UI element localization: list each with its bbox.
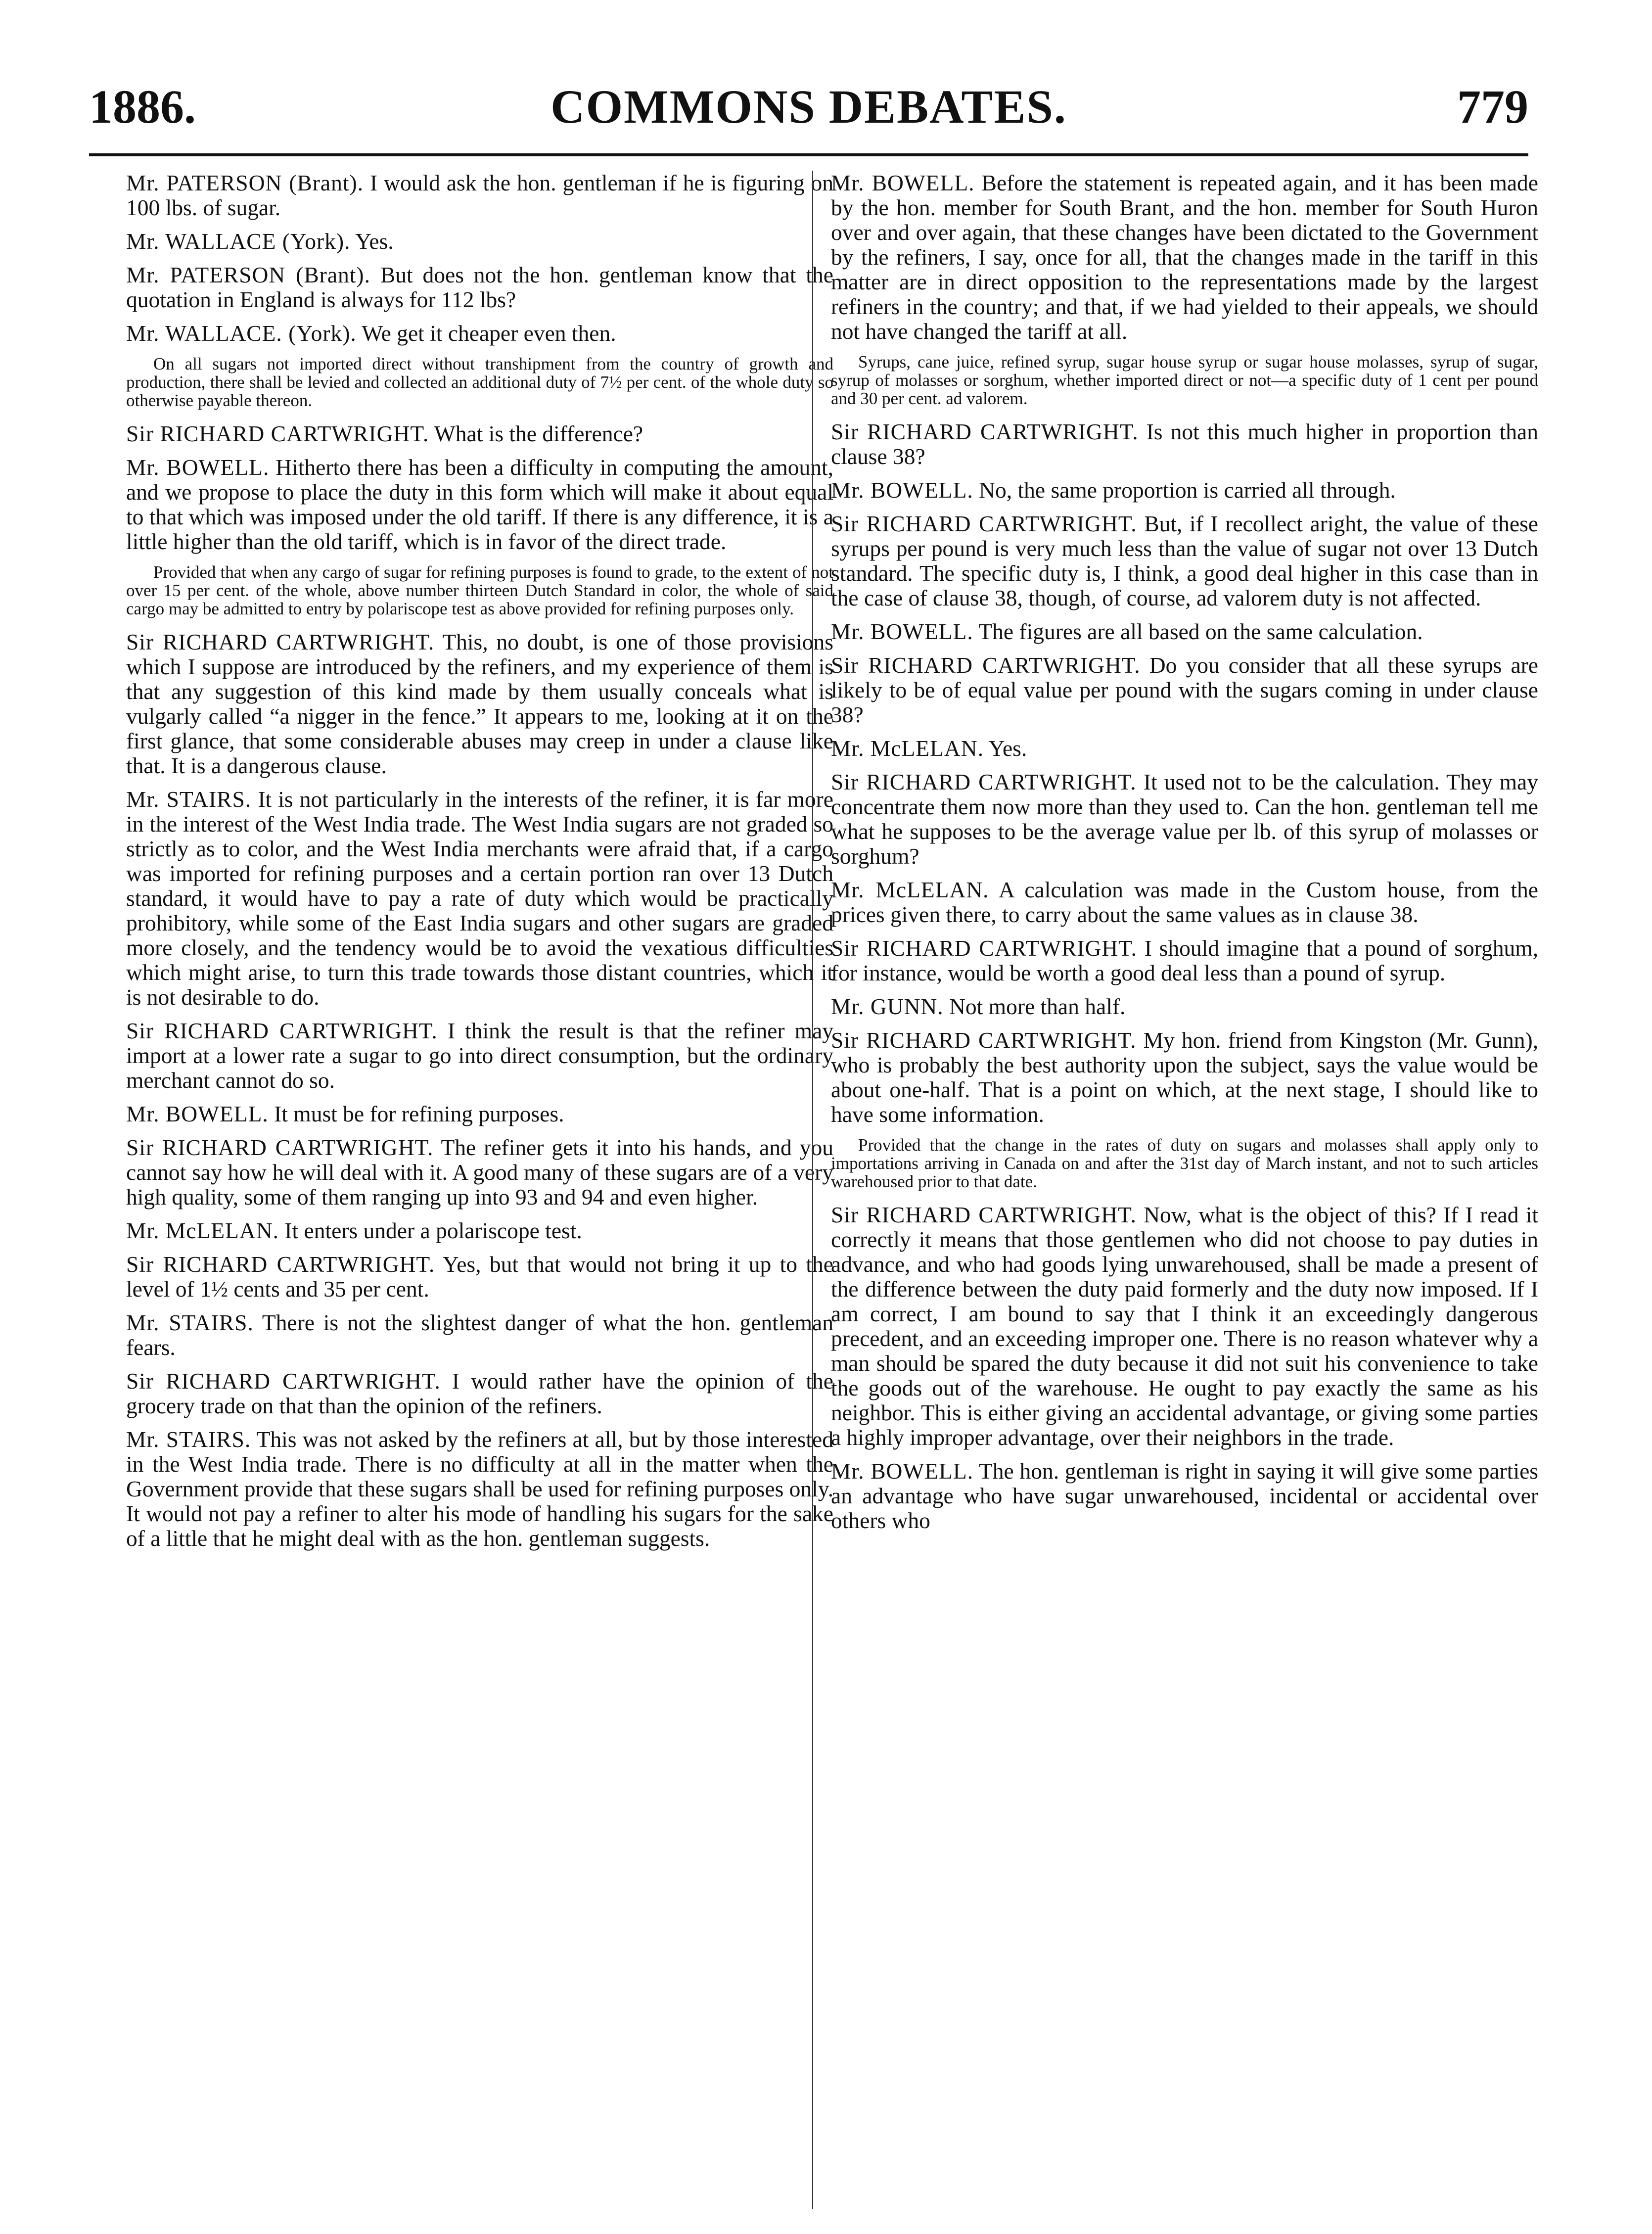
speech-paragraph bbox=[126, 1252, 833, 1302]
speaker-name: Sir RICHARD CARTWRIGHT. bbox=[126, 1368, 441, 1394]
speaker-name: Sir RICHARD CARTWRIGHT. bbox=[831, 1027, 1137, 1053]
speaker-name: Mr. WALLACE (York). bbox=[126, 229, 351, 254]
speech-text: But, if I recollect aright, the value of these syrups per pound is very much less than the value of sugar not over 13 Dutch standard. The specific duty is, I think, a good deal higher in this case than in the case of clause 38, though, of course, ad valorem duty is not affected. bbox=[831, 511, 1538, 610]
speech-paragraph bbox=[126, 321, 833, 346]
speaker-name: Sir RICHARD CARTWRIGHT. bbox=[126, 421, 429, 446]
motion-text: Syrups, cane juice, refined syrup, sugar house syrup or sugar house molasses, syrup of sugar, syrup of molasses or sorghum, whether imported direct or not—a specific duty of 1 cent per pound and 30 per cent. ad valorem. bbox=[831, 352, 1538, 408]
speech-paragraph bbox=[126, 1019, 833, 1093]
header-rule bbox=[89, 153, 1528, 156]
header-title: COMMONS DEBATES. bbox=[551, 80, 1067, 133]
speech-text: I would ask the hon. gentleman if he is figuring on 100 lbs. of sugar. bbox=[126, 170, 834, 220]
header-page-number: 779 bbox=[1457, 80, 1528, 133]
speech-paragraph bbox=[126, 1369, 833, 1418]
column-divider bbox=[812, 171, 813, 2209]
speaker-name: Mr. STAIRS. bbox=[126, 1427, 251, 1452]
speaker-name: Mr. GUNN. bbox=[831, 994, 944, 1019]
speech-text: Now, what is the object of this? If I read it correctly it means that those gentlemen who did not choose to pay duties in advance, and who had goods lying unwarehoused, shall be made a present of the difference between the duty paid formerly and the duty now imposed. If I am correct, I am bound to say that I think it an exceedingly dangerous precedent, and an exceeding improper one. There is no reason whatever why a man should be spared the duty because it did not suit his convenience to take the goods out of the warehouse. He ought to pay exactly the same as his neighbor. This is either giving an accidental advantage, or giving some parties a highly improper advantage, over their neighbors in the trade. bbox=[831, 1202, 1538, 1450]
speaker-name: Sir RICHARD CARTWRIGHT. bbox=[126, 1018, 438, 1043]
speaker-name: Sir RICHARD CARTWRIGHT. bbox=[126, 1252, 435, 1277]
right-column bbox=[831, 171, 1538, 1542]
speech-paragraph bbox=[126, 787, 833, 1010]
speech-text: A calculation was made in the Custom house, from the prices given there, to carry about the same values as in clause 38. bbox=[831, 877, 1538, 927]
speech-paragraph bbox=[126, 455, 833, 554]
speech-text: Do you consider that all these syrups are likely to be of equal value per pound with the sugars coming in under clause 38? bbox=[831, 652, 1538, 727]
speaker-name: Mr. BOWELL. bbox=[831, 170, 975, 195]
motion-text: Provided that when any cargo of sugar for refining purposes is found to grade, to the extent of not over 15 per cent. of the whole, above number thirteen Dutch Standard in color, the whole of said cargo may be admitted to entry by polariscope test as above provided for refining purposes only. bbox=[126, 562, 833, 618]
speaker-name: Mr. McLELAN. bbox=[126, 1218, 279, 1243]
speaker-name: Mr. STAIRS. bbox=[126, 787, 252, 812]
speech-paragraph bbox=[831, 1203, 1538, 1450]
speaker-name: Sir RICHARD CARTWRIGHT. bbox=[126, 629, 435, 654]
speech-paragraph bbox=[831, 419, 1538, 469]
speech-text: But does not the hon. gentleman know that the quotation in England is always for 112 lbs? bbox=[126, 262, 834, 312]
speech-paragraph bbox=[831, 619, 1538, 644]
speech-paragraph bbox=[831, 1459, 1538, 1533]
header-year: 1886. bbox=[89, 80, 196, 133]
speech-text: It used not to be the calculation. They may concentrate them now more than they used to. Can the hon. gentleman tell me what he supposes to be the average value per lb. of this syrup of molasses or sorghum? bbox=[831, 769, 1538, 869]
speaker-name: Mr. PATERSON (Brant). bbox=[126, 262, 370, 287]
speech-paragraph bbox=[126, 1427, 833, 1551]
speech-paragraph bbox=[126, 1218, 833, 1243]
speech-paragraph bbox=[831, 512, 1538, 610]
speech-text: Not more than half. bbox=[949, 994, 1126, 1019]
left-column bbox=[126, 171, 833, 1560]
speech-paragraph bbox=[831, 994, 1538, 1019]
speaker-name: Mr. BOWELL. bbox=[126, 455, 270, 480]
speaker-name: Sir RICHARD CARTWRIGHT. bbox=[831, 511, 1137, 536]
speech-paragraph bbox=[126, 229, 833, 254]
speaker-name: Mr. BOWELL. bbox=[831, 619, 973, 644]
speaker-name: Sir RICHARD CARTWRIGHT. bbox=[831, 652, 1141, 678]
speaker-name: Mr. BOWELL. bbox=[831, 477, 973, 503]
speech-paragraph bbox=[831, 1028, 1538, 1127]
speech-text: I think the result is that the refiner may import at a lower rate a sugar to go into direct consumption, but the ordinary merchant cannot do so. bbox=[126, 1018, 834, 1093]
speech-text: Yes. bbox=[355, 229, 394, 254]
speaker-name: Sir RICHARD CARTWRIGHT. bbox=[831, 1202, 1137, 1227]
speech-paragraph bbox=[831, 770, 1538, 869]
speech-paragraph bbox=[831, 653, 1538, 727]
speech-text: My hon. friend from Kingston (Mr. Gunn), who is probably the best authority upon the subject, says the value would be about one-half. That is a point on which, at the next stage, I should like to have some information. bbox=[831, 1027, 1538, 1127]
motion-text: Provided that the change in the rates of duty on sugars and molasses shall apply only to importations arriving in Canada on and after the 31st day of March instant, and not to such articles warehoused prior to that date. bbox=[831, 1135, 1538, 1191]
speaker-name: Mr. PATERSON (Brant). bbox=[126, 170, 364, 195]
speech-text: Is not this much higher in proportion than clause 38? bbox=[831, 419, 1538, 469]
page-header bbox=[89, 74, 1528, 153]
speech-paragraph bbox=[126, 263, 833, 312]
speech-paragraph bbox=[126, 1102, 833, 1126]
speech-paragraph bbox=[126, 171, 833, 220]
speech-text: There is not the slightest danger of what the hon. gentleman fears. bbox=[126, 1310, 833, 1360]
speech-text: The hon. gentleman is right in saying it will give some parties an advantage who have sugar unwarehoused, incidental or accidental over others who bbox=[831, 1458, 1538, 1533]
speech-paragraph bbox=[831, 936, 1538, 985]
speaker-name: Mr. BOWELL. bbox=[831, 1458, 974, 1484]
speech-text: The figures are all based on the same calculation. bbox=[978, 619, 1423, 644]
speech-text: Yes. bbox=[988, 736, 1027, 761]
speech-text: It enters under a polariscope test. bbox=[284, 1218, 582, 1243]
speaker-name: Mr. WALLACE. (York). bbox=[126, 321, 357, 346]
speaker-name: Sir RICHARD CARTWRIGHT. bbox=[126, 1135, 434, 1160]
speech-paragraph bbox=[126, 630, 833, 778]
speech-text: What is the difference? bbox=[434, 421, 643, 446]
speech-paragraph bbox=[126, 1135, 833, 1210]
speech-paragraph bbox=[831, 736, 1538, 761]
speaker-name: Mr. McLELAN. bbox=[831, 877, 989, 902]
speech-paragraph bbox=[831, 171, 1538, 344]
speech-text: Before the statement is repeated again, and it has been made by the hon. member for South Brant, and the hon. member for South Huron over and over again, that these changes have been dictated to the Government by the refiners, I say, once for all, that the changes made in the tariff in this matter are in direct opposition to the representations made by the largest refiners in the country; and that, if we had yielded to their appeals, we should not have changed the tariff at all. bbox=[831, 170, 1538, 344]
speech-text: Hitherto there has been a difficulty in computing the amount, and we propose to place the duty in this form which will make it about equal to that which was imposed under the old tariff. If there is any difference, it is a little higher than the old tariff, which is in favor of the direct trade. bbox=[126, 455, 833, 554]
speech-text: This, no doubt, is one of those provisions which I suppose are introduced by the refiners, and my experience of them is that any suggestion of this kind made by them usually conceals what is vulgarly called “a nigger in the fence.” It appears to me, looking at it on the first glance, that some considerable abuses may creep in under a clause like that. It is a dangerous clause. bbox=[126, 629, 833, 778]
speech-text: The refiner gets it into his hands, and you cannot say how he will deal with it. A good many of these sugars are of a very high quality, some of them ranging up into 93 and 94 and even higher. bbox=[126, 1135, 833, 1210]
speaker-name: Sir RICHARD CARTWRIGHT. bbox=[831, 935, 1137, 961]
speech-text: It is not particularly in the interests of the refiner, it is far more in the interest of the West India trade. The West India sugars are not graded so strictly as to color, and the West India merchants were afraid that, if a cargo was imported for refining purposes and a certain portion ran over 13 Dutch standard, it would have to pay a rate of duty which would be practically prohibitory, while some of the East India sugars and other sugars are graded more closely, and the tendency would be to avoid the vexatious difficulties which might arise, to turn this trade towards those distant countries, which it is not desirable to do. bbox=[126, 787, 833, 1010]
motion-text: On all sugars not imported direct without transhipment from the country of growth and production, there shall be levied and collected an additional duty of 7½ per cent. of the whole duty so otherwise payable thereon. bbox=[126, 354, 833, 410]
speech-paragraph bbox=[126, 421, 833, 446]
speech-paragraph bbox=[126, 1310, 833, 1360]
speech-text: It must be for refining purposes. bbox=[274, 1101, 564, 1126]
speaker-name: Sir RICHARD CARTWRIGHT. bbox=[831, 769, 1137, 794]
speaker-name: Sir RICHARD CARTWRIGHT. bbox=[831, 419, 1139, 444]
speech-text: This was not asked by the refiners at all, but by those interested in the West India trade. There is no difficulty at all in the matter when the Government provide that these sugars shall be used for refining purposes only. It would not pay a refiner to alter his mode of handling his sugars for the sake of a little that he might deal with as the hon. gentleman suggests. bbox=[126, 1427, 833, 1551]
speech-paragraph bbox=[831, 878, 1538, 927]
speech-text: Yes, but that would not bring it up to the level of 1½ cents and 35 per cent. bbox=[126, 1252, 833, 1302]
speech-text: I should imagine that a pound of sorghum, for instance, would be worth a good deal less than a pound of syrup. bbox=[831, 935, 1538, 985]
speech-paragraph bbox=[831, 478, 1538, 503]
speech-text: No, the same proportion is carried all through. bbox=[979, 477, 1396, 503]
speaker-name: Mr. STAIRS. bbox=[126, 1310, 254, 1335]
speaker-name: Mr. BOWELL. bbox=[126, 1101, 269, 1126]
speech-text: I would rather have the opinion of the grocery trade on that than the opinion of the refiners. bbox=[126, 1368, 833, 1418]
speech-text: We get it cheaper even then. bbox=[362, 321, 616, 346]
speaker-name: Mr. McLELAN. bbox=[831, 736, 984, 761]
